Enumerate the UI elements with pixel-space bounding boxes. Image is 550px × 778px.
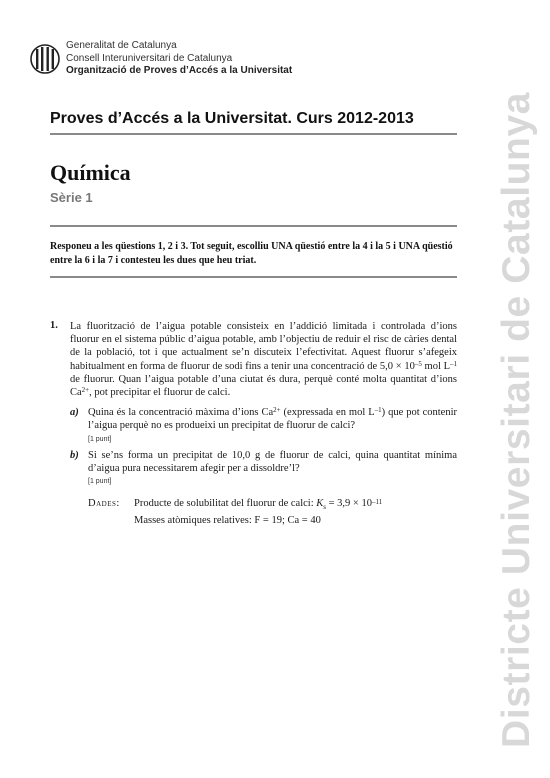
points-a: [1 punt] (88, 436, 112, 443)
subquestion-b (70, 449, 457, 475)
subquestion-b-text: Si se’ns forma un precipitat de 10,0 g de fluorur de calci, quina quantitat mínima d’aigua pura necessitarem afegir per a dissoldre’l? (88, 450, 457, 475)
divider-instructions-bottom (50, 276, 457, 278)
org-line-2: Consell Interuniversitari de Catalunya (66, 52, 233, 64)
org-line-3: Organització de Proves d’Accés a la Universitat (66, 65, 293, 76)
subject-title: Química (50, 160, 131, 185)
data-line-2: Masses atòmiques relatives: F = 19; Ca = 40 (134, 515, 321, 527)
exam-title: Proves d’Accés a la Universitat. Curs 2012-2013 (50, 110, 414, 127)
data-label: Dades: (88, 498, 120, 509)
instructions: Responeu a les qüestions 1, 2 i 3. Tot seguit, escolliu UNA qüestió entre la 4 i la 5 i UNA qüestió entre la 6 i la 7 i contesteu les dues que heu triat. (50, 241, 453, 266)
question-number: 1. (50, 320, 58, 331)
points-b: [1 punt] (88, 478, 112, 485)
subquestion-a (70, 406, 457, 432)
data-block (88, 497, 382, 528)
organization-block (66, 40, 292, 78)
divider-instructions-top (50, 225, 457, 227)
divider-top (50, 133, 457, 135)
series-label: Sèrie 1 (50, 190, 93, 205)
subquestion-a-text: Quina és la concentració màxima d’ions $Ca^{2+}$ (expressada en mol $L^{-1}$) que pot contenir l’aigua perquè no es produeixi un precipitat de fluorur de calci? (88, 406, 457, 432)
subquestion-b-label: b) (70, 450, 79, 461)
org-line-1: Generalitat de Catalunya (66, 40, 177, 51)
generalitat-logo (30, 42, 60, 76)
district-vertical-text: Districte Universitari de Catalunya (495, 91, 538, 748)
question-intro: La fluorització de l’aigua potable consisteix en l’addició limitada i controlada d’ions fluorur en el sistema públic d’aigua potable, amb l’objectiu de reduir el risc de càries dental de la població, tot i que actualment se’n discuteix l’efectivitat. Aquest fluorur s’afegeix habitualment en forma de fluorur de sodi fins a tenir una concentració de $5,0 \times 10^{-5}$ mol $L^{-1}$ de fluorur. Quan l’aigua potable d’una ciutat és dura, perquè conté molta quantitat d’ions $Ca^{2+}$, pot precipitar el fluorur de calci. (70, 321, 457, 399)
subquestion-a-label: a) (70, 407, 79, 418)
data-line-1: Dades: Producte de solubilitat del fluorur de calci: $K_s = 3,9 \times 10^{-11}$ (88, 498, 383, 512)
